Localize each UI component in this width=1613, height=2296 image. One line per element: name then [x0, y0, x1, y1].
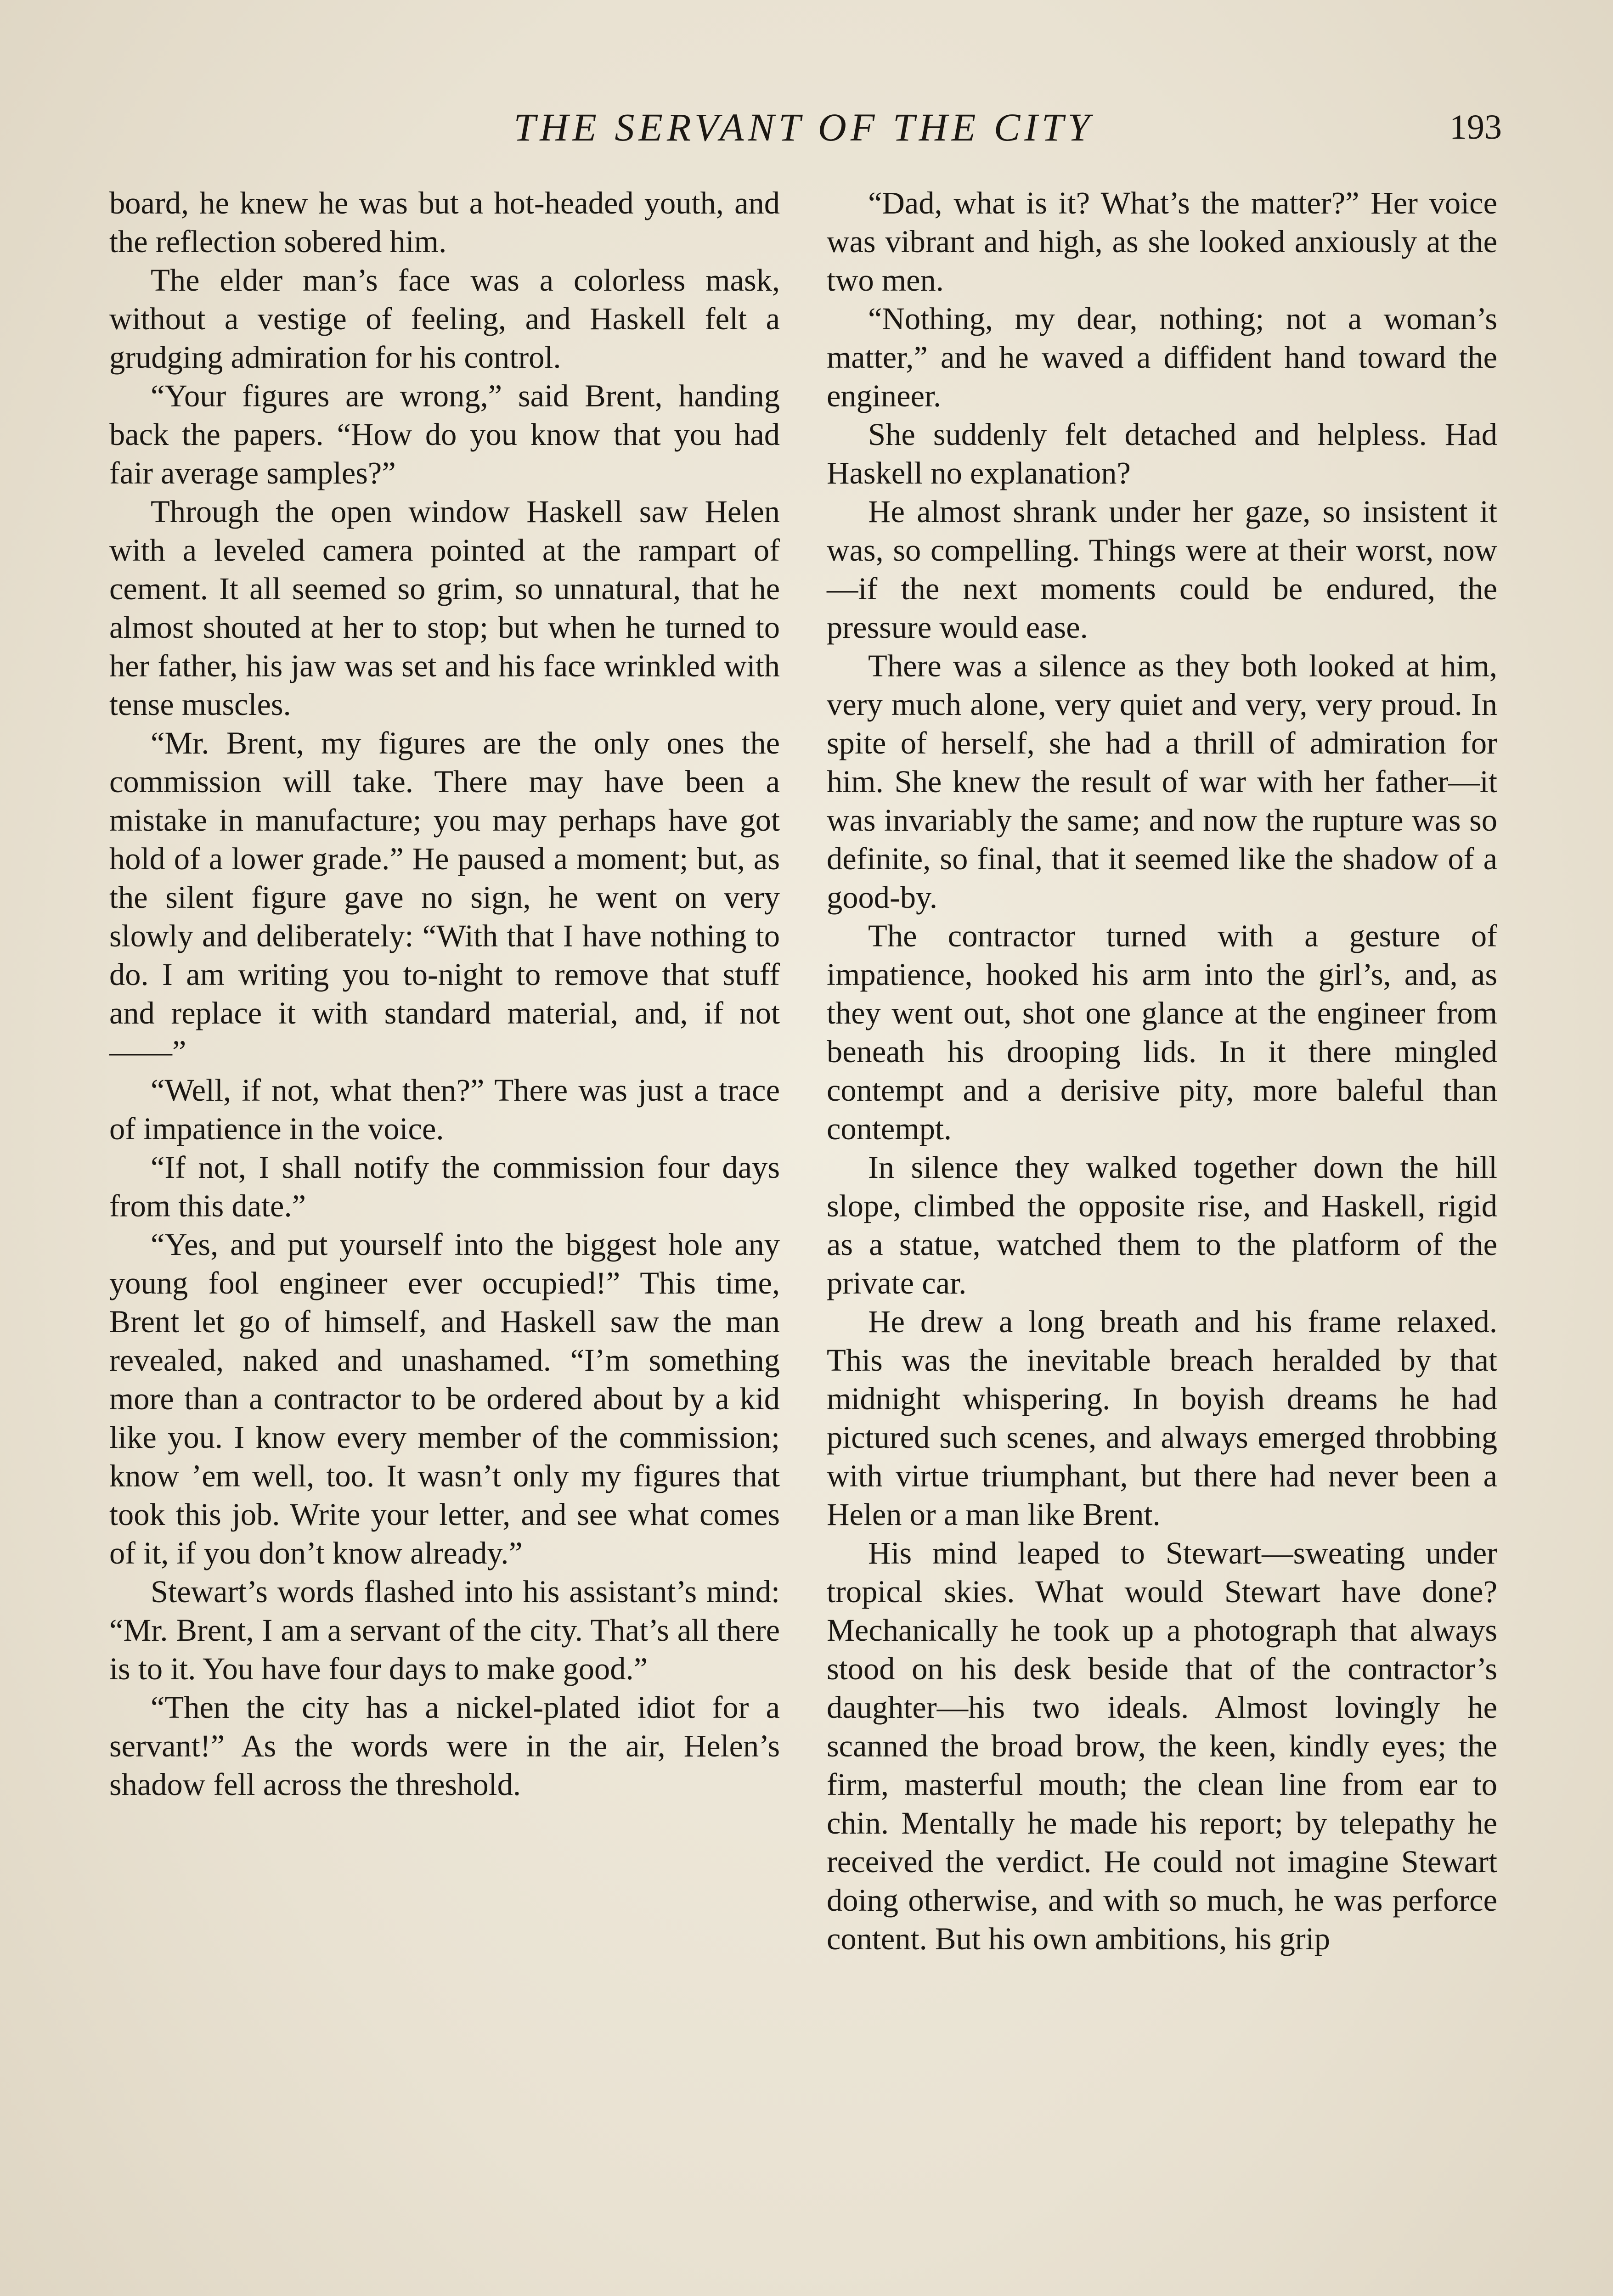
paragraph: “Mr. Brent, my figures are the only ones the commission will take. There may have been a mistake in manufacture; you may perhaps have got hold of a lower grade.” He paused a moment; but, as the silent figure gave no sign, he went on very slowly and deliberately: “With that I have nothing to do. I am writing you to-night to remove that stuff and replace it with standard material, and, if not——”	[109, 726, 780, 1069]
paragraph: She suddenly felt detached and helpless. Had Haskell no explanation?	[827, 417, 1497, 490]
left-column	[109, 184, 780, 1804]
paragraph: His mind leaped to Stewart—sweating under tropical skies. What would Stewart have done? Mechanically he took up a photograph that always stood on his desk beside that of the contractor’s daughter—his two ideals. Almost lovingly he scanned the broad brow, the keen, kindly eyes; the firm, masterful mouth; the clean line from ear to chin. Mentally he made his report; by telepathy he received the verdict. He could not imagine Stewart doing otherwise, and with so much, he was perforce content. But his own ambitions, his grip	[827, 1536, 1497, 1956]
paragraph: In silence they walked together down the hill slope, climbed the opposite rise, and Haskell, rigid as a statue, watched them to the platform of the private car.	[827, 1150, 1497, 1300]
paragraph: “Yes, and put yourself into the biggest hole any young fool engineer ever occupied!” This time, Brent let go of himself, and Haskell saw the man revealed, naked and unashamed. “I’m something more than a contractor to be ordered about by a kid like you. I know every member of the commission; know ’em well, too. It wasn’t only my figures that took this job. Write your letter, and see what comes of it, if you don’t know already.”	[109, 1227, 780, 1570]
paragraph: “Your figures are wrong,” said Brent, handing back the papers. “How do you know that you had fair average samples?”	[109, 378, 780, 490]
paragraph: “Nothing, my dear, nothing; not a woman’s matter,” and he waved a diffident hand toward the engineer.	[827, 301, 1497, 413]
paragraph: “Well, if not, what then?” There was just a trace of impatience in the voice.	[109, 1073, 780, 1146]
running-title: THE SERVANT OF THE CITY	[513, 105, 1094, 149]
paragraph: The contractor turned with a gesture of impatience, hooked his arm into the girl’s, and, as they went out, shot one glance at the engineer from beneath his drooping lids. In it there mingled contempt and a derisive pity, more baleful than contempt.	[827, 918, 1497, 1146]
paragraph: “If not, I shall notify the commission four days from this date.”	[109, 1150, 780, 1223]
paragraph: Through the open window Haskell saw Helen with a leveled camera pointed at the rampart of cement. It all seemed so grim, so unnatural, that he almost shouted at her to stop; but when he turned to her father, his jaw was set and his face wrinkled with tense muscles.	[109, 494, 780, 722]
page-number: 193	[1449, 108, 1502, 146]
paragraph: board, he knew he was but a hot-headed youth, and the reflection sobered him.	[109, 186, 780, 259]
page-header	[106, 102, 1502, 152]
paragraph: The elder man’s face was a colorless mask, without a vestige of feeling, and Haskell felt a grudging admiration for his control.	[109, 263, 780, 375]
paragraph: “Then the city has a nickel-plated idiot for a servant!” As the words were in the air, Helen’s shadow fell across the threshold.	[109, 1690, 780, 1802]
right-column	[827, 184, 1497, 1958]
paragraph: He almost shrank under her gaze, so insistent it was, so compelling. Things were at their worst, now—if the next moments could be endured, the pressure would ease.	[827, 494, 1497, 645]
paragraph: Stewart’s words flashed into his assistant’s mind: “Mr. Brent, I am a servant of the city. That’s all there is to it. You have four days to make good.”	[109, 1574, 780, 1686]
paragraph: He drew a long breath and his frame relaxed. This was the inevitable breach heralded by that midnight whispering. In boyish dreams he had pictured such scenes, and always emerged throbbing with virtue triumphant, but there had never been a Helen or a man like Brent.	[827, 1304, 1497, 1532]
paragraph: “Dad, what is it? What’s the matter?” Her voice was vibrant and high, as she looked anxiously at the two men.	[827, 186, 1497, 298]
paragraph: There was a silence as they both looked at him, very much alone, very quiet and very, very proud. In spite of herself, she had a thrill of admiration for him. She knew the result of war with her father—it was invariably the same; and now the rupture was so definite, so final, that it seemed like the shadow of a good-by.	[827, 648, 1497, 915]
